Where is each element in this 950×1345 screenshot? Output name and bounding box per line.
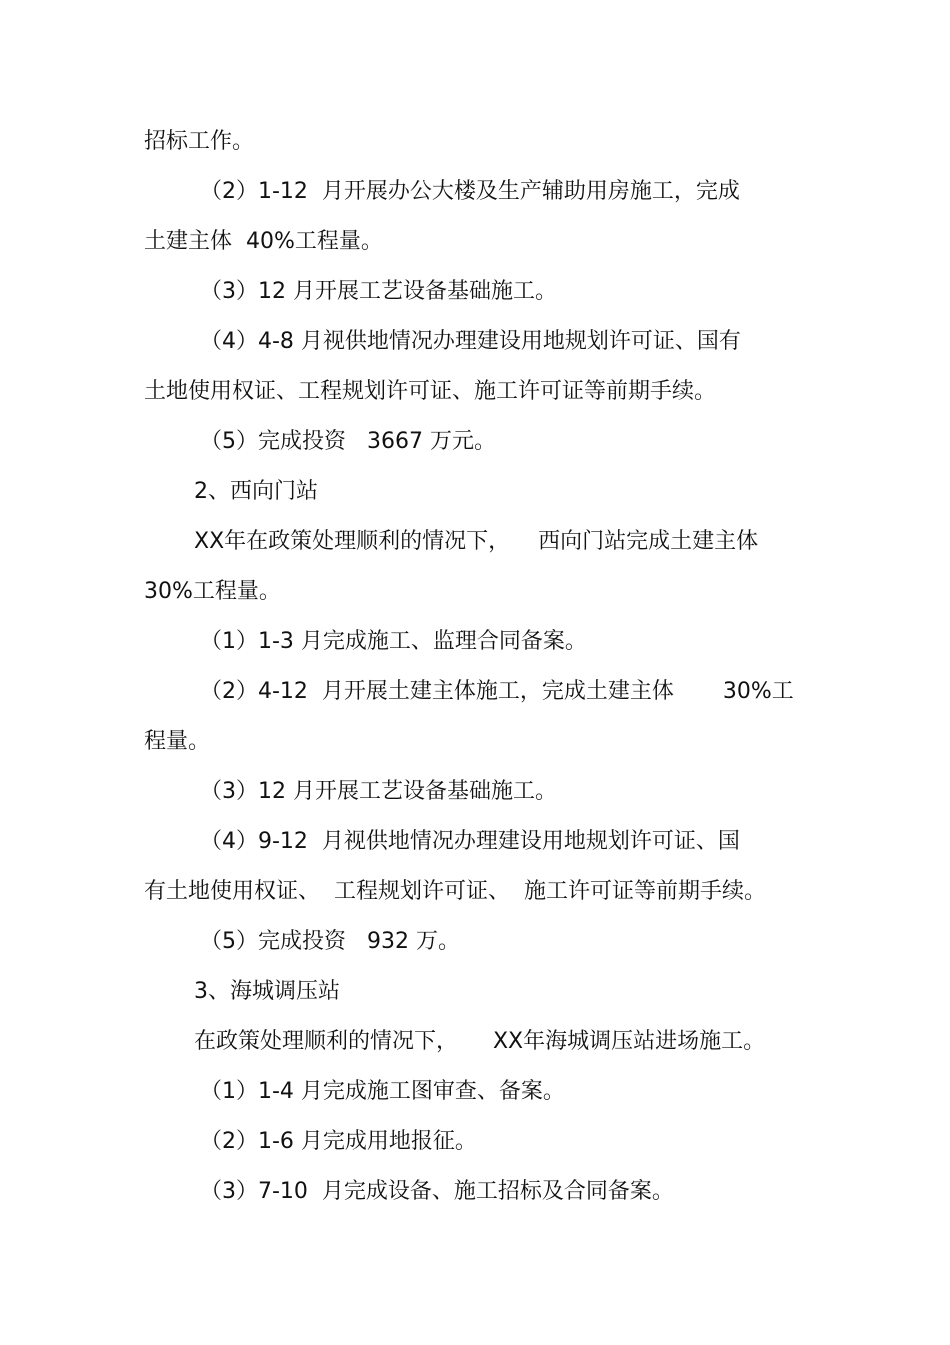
text-line: 土地使用权证、工程规划许可证、施工许可证等前期手续。	[144, 379, 717, 404]
section-heading: 2、西向门站	[194, 479, 318, 504]
text-line: （1）1-3 月完成施工、监理合同备案。	[200, 629, 587, 654]
text-line: （5）完成投资 3667 万元。	[200, 429, 496, 454]
section-heading: 3、海城调压站	[194, 979, 340, 1004]
text-line: 30%工程量。	[144, 579, 281, 604]
text-line: （2）1-6 月完成用地报征。	[200, 1129, 477, 1154]
text-line: （1）1-4 月完成施工图审查、备案。	[200, 1079, 565, 1104]
text-line: （3）12 月开展工艺设备基础施工。	[200, 779, 557, 804]
text-line: 招标工作。	[144, 129, 255, 154]
text-line: （4）4-8 月视供地情况办理建设用地规划许可证、国有	[200, 329, 741, 354]
text-line: 有土地使用权证、 工程规划许可证、 施工许可证等前期手续。	[144, 879, 766, 904]
text-line: 在政策处理顺利的情况下， XX年海城调压站进场施工。	[194, 1029, 766, 1054]
text-line: （5）完成投资 932 万。	[200, 929, 460, 954]
text-line: 程量。	[144, 729, 211, 754]
text-line: 土建主体 40%工程量。	[144, 229, 383, 254]
text-line: （4）9-12 月视供地情况办理建设用地规划许可证、国	[200, 829, 740, 854]
text-line: （3）7-10 月完成设备、施工招标及合同备案。	[200, 1179, 674, 1204]
text-line: （3）12 月开展工艺设备基础施工。	[200, 279, 557, 304]
text-line: （2）4-12 月开展土建主体施工，完成土建主体 30%工	[200, 679, 794, 704]
text-line: XX年在政策处理顺利的情况下， 西向门站完成土建主体	[194, 529, 759, 554]
text-line: （2）1-12 月开展办公大楼及生产辅助用房施工，完成	[200, 179, 740, 204]
